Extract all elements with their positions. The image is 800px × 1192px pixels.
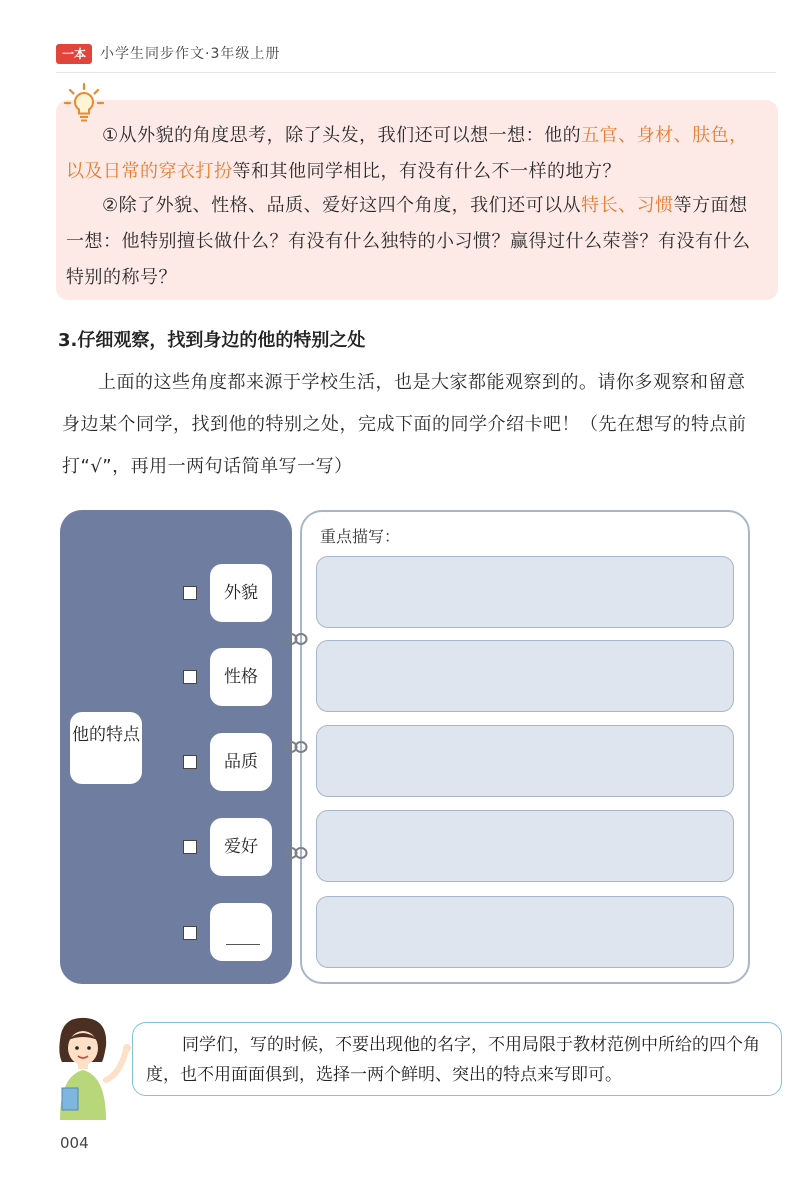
binder-clip-icon — [284, 846, 308, 860]
blank-line — [226, 944, 260, 945]
trait-hobby: 爱好 — [210, 818, 272, 876]
brand-badge: 一本 — [56, 44, 92, 64]
section-title: 3.仔细观察，找到身边的他的特别之处 — [58, 330, 366, 351]
page-number: 004 — [60, 1134, 89, 1152]
checkbox-personality[interactable] — [183, 670, 197, 684]
trait-other[interactable] — [210, 903, 272, 961]
description-box-character[interactable] — [316, 725, 734, 797]
tip-paragraph-2: ②除了外貌、性格、品质、爱好这四个角度，我们还可以从特长、习惯等方面想一想：他特别擅长做什么？有没有什么独特的小习惯？赢得过什么荣誉？有没有什么特别的称号？ — [66, 195, 751, 288]
tip-highlight-1: 五官、身材、肤色，以及日常的穿衣打扮 — [66, 125, 748, 182]
description-box-appearance[interactable] — [316, 556, 734, 628]
teacher-illustration — [32, 1010, 142, 1120]
focus-label: 重点描写： — [320, 527, 401, 546]
description-box-personality[interactable] — [316, 640, 734, 712]
trait-appearance: 外貌 — [210, 564, 272, 622]
binder-clip-icon — [284, 740, 308, 754]
checkbox-character[interactable] — [183, 755, 197, 769]
trait-character: 品质 — [210, 733, 272, 791]
tip-paragraph-1: ①从外貌的角度思考，除了头发，我们还可以想一想：他的五官、身材、肤色，以及日常的穿衣打扮等和其他同学相比，有没有什么不一样的地方？ — [66, 125, 748, 182]
traits-label: 他的特点 — [70, 712, 142, 784]
header-divider — [56, 72, 776, 73]
tip-highlight-2: 特长、习惯 — [581, 195, 674, 216]
trait-personality: 性格 — [210, 648, 272, 706]
checkbox-hobby[interactable] — [183, 840, 197, 854]
book-title: 小学生同步作文·3年级上册 — [100, 46, 281, 62]
teacher-note: 同学们，写的时候，不要出现他的名字，不用局限于教材范例中所给的四个角度，也不用面面俱到，选择一两个鲜明、突出的特点来写即可。 — [146, 1035, 760, 1085]
checkbox-other[interactable] — [183, 926, 197, 940]
section-body: 上面的这些角度都来源于学校生活，也是大家都能观察到的。请你多观察和留意身边某个同学，找到他的特别之处，完成下面的同学介绍卡吧！（先在想写的特点前打“√”，再用一两句话简单写一写） — [62, 372, 747, 477]
description-box-other[interactable] — [316, 896, 734, 968]
checkbox-appearance[interactable] — [183, 586, 197, 600]
description-box-hobby[interactable] — [316, 810, 734, 882]
binder-clip-icon — [284, 632, 308, 646]
